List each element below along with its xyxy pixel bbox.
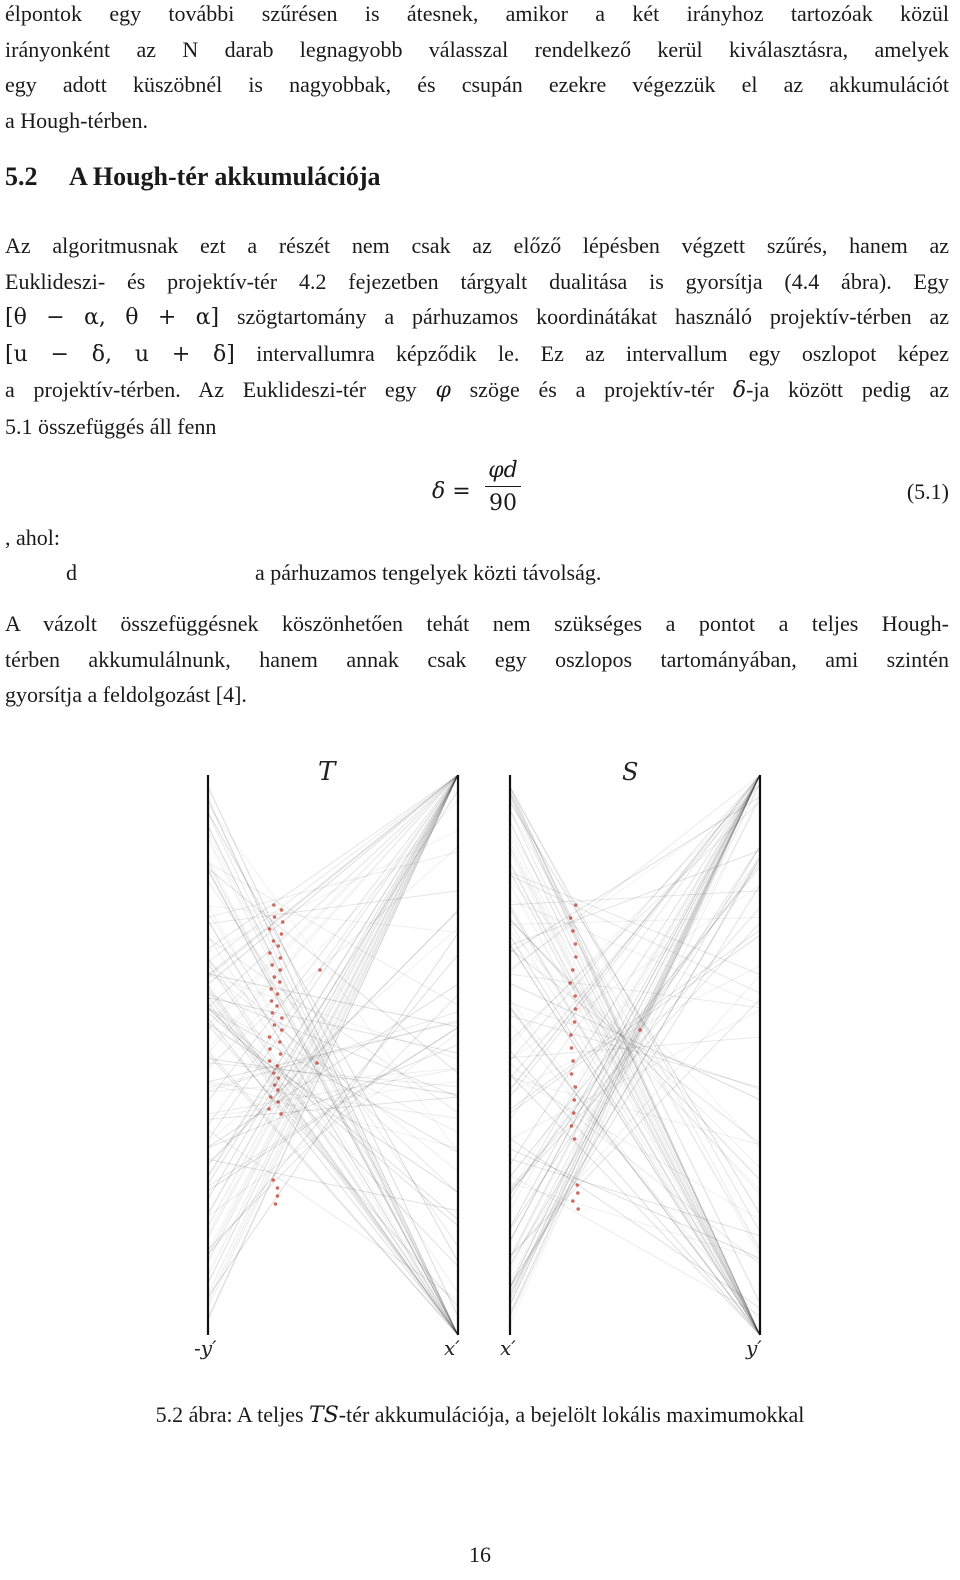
local-maximum-marker (276, 1194, 280, 1198)
local-maximum-marker (279, 1052, 283, 1056)
axis-label: y′ (746, 1336, 762, 1360)
local-maximum-marker (272, 1071, 276, 1075)
accumulation-line (510, 775, 760, 1228)
local-maximum-marker (273, 975, 277, 979)
interval-math: [u − δ, u + δ] (5, 341, 235, 367)
local-maximum-marker (638, 1028, 642, 1032)
local-maximum-marker (576, 1207, 580, 1211)
figure-title-s: S (622, 758, 639, 786)
accumulation-line (208, 775, 458, 1125)
local-maximum-marker (279, 1112, 283, 1116)
accumulation-line (510, 775, 760, 1210)
accumulation-line (208, 958, 458, 1335)
equation-number: (5.1) (906, 479, 949, 504)
phi-symbol: φ (435, 378, 451, 403)
local-maximum-marker (272, 903, 276, 907)
where-label: , ahol: (5, 525, 60, 550)
local-maximum-marker (574, 1007, 578, 1011)
accumulation-line (510, 884, 760, 1335)
local-maximum-marker (573, 1085, 577, 1089)
accumulation-lines-right (510, 775, 760, 1335)
accumulation-line (208, 1051, 458, 1335)
local-maximum-marker (271, 1178, 275, 1182)
local-maximum-marker (276, 1064, 280, 1068)
local-maximum-marker (268, 1059, 272, 1063)
local-maximum-marker (269, 987, 273, 991)
accumulation-line (510, 1016, 760, 1088)
body-line: Euklideszi- és projektív-tér 4.2 fejezetben tárgyalt dualitása is gyorsítja (4.4 ábra). Egy (5, 268, 949, 294)
accumulation-line (208, 775, 458, 1252)
body-line: térben akkumulálnunk, hanem annak csak egy oszlopos tartományában, ami szintén (5, 646, 949, 672)
ts-symbol: TS (309, 1403, 339, 1428)
local-maximum-marker (571, 1059, 575, 1063)
local-maximum-marker (569, 1033, 573, 1037)
local-maximum-marker (278, 1040, 282, 1044)
local-maximum-marker (270, 999, 274, 1003)
local-maximum-marker (573, 1137, 577, 1141)
local-maximum-marker (276, 1100, 280, 1104)
local-maximum-marker (273, 915, 277, 919)
figure-caption: 5.2 ábra: A teljes TS-tér akkumulációja, a bejelölt lokális maximumokkal (155, 1402, 805, 1428)
body-line: Az algoritmusnak ezt a részét nem csak az előző lépésben végzett szűrés, hanem az (5, 233, 949, 258)
local-maximum-marker (273, 1023, 277, 1027)
accumulation-line (208, 870, 458, 1335)
local-maximum-marker (273, 1083, 277, 1087)
local-maximum-marker (281, 920, 285, 924)
local-maximum-marker (572, 1098, 576, 1102)
accumulation-line (510, 1075, 760, 1335)
accumulation-line (208, 775, 458, 1234)
local-maximum-marker (277, 1076, 281, 1080)
axis-label: -y′ (194, 1336, 217, 1360)
intro-line: élpontok egy további szűrésen is átesnek, amikor a két irányhoz tartozóak közül (5, 1, 949, 26)
body-paragraph (5, 228, 949, 444)
accumulation-line (208, 992, 458, 1335)
local-maximum-marker (573, 1020, 577, 1024)
body-line: [θ − α, θ + α] szögtartomány a párhuzamos koordinátákat használó projektív-térben az (5, 304, 949, 330)
local-maximum-marker (276, 992, 280, 996)
local-maximum-marker (574, 903, 578, 907)
accumulation-line (208, 906, 458, 1335)
where-symbol: d (66, 560, 77, 585)
section-title: A Hough-tér akkumulációja (69, 162, 381, 191)
local-maximum-marker (276, 1088, 280, 1092)
local-maximum-marker (275, 1004, 279, 1008)
figure-svg (180, 745, 780, 1375)
hough-space-figure (180, 745, 780, 1375)
local-maximum-marker (274, 1202, 278, 1206)
local-maximum-marker (280, 908, 284, 912)
local-maximum-marker (279, 956, 283, 960)
angle-range-math: [θ − α, θ + α] (5, 305, 220, 330)
body-line: A vázolt összefüggésnek köszönhetően tehát nem szükséges a pontot a teljes Hough- (5, 611, 949, 636)
local-maximum-marker (570, 1072, 574, 1076)
accumulation-line (208, 775, 458, 1140)
where-definition: a párhuzamos tengelyek közti távolság. (255, 560, 602, 585)
local-maximum-marker (574, 955, 578, 959)
intro-line: irányonként az N darab legnagyobb válasszal rendelkező kerül kiválasztásra, amelyek (5, 36, 949, 62)
body-line: gyorsítja a feldolgozást [4]. (5, 682, 247, 707)
accumulation-line (208, 775, 458, 1294)
local-maximum-marker (576, 1191, 580, 1195)
accumulation-lines-left (208, 775, 458, 1335)
section-number: 5.2 (5, 162, 38, 191)
local-maximum-marker (277, 944, 281, 948)
axis-label: x′ (500, 1336, 516, 1360)
body-line: a projektív-térben. Az Euklideszi-tér egy φ szöge és a projektív-tér δ-ja között pedig az (5, 377, 950, 403)
equation-fraction (485, 457, 521, 516)
accumulation-line (510, 775, 760, 1119)
intro-line: a Hough-térben. (5, 107, 148, 133)
page-number: 16 (469, 1542, 491, 1567)
equation-denominator: 90 (489, 491, 517, 516)
local-maximum-marker (268, 1047, 272, 1051)
local-maximum-marker (268, 927, 272, 931)
section-heading (5, 162, 381, 192)
local-maximum-marker (315, 1061, 319, 1065)
accumulation-line (510, 795, 760, 1335)
local-maximum-marker (574, 942, 578, 946)
local-maximum-marker (272, 939, 276, 943)
local-maximum-marker (571, 1199, 575, 1203)
local-maximum-marker (278, 968, 282, 972)
accumulation-line (510, 936, 760, 1335)
intro-paragraph (5, 0, 949, 138)
local-maximum-marker (568, 981, 572, 985)
local-maximum-marker (572, 1111, 576, 1115)
accumulation-line (510, 775, 760, 1286)
local-maximum-marker (575, 1183, 579, 1187)
intro-line: egy adott küszöbnél is nagyobbak, és csupán ezekre végezzük el az akkumulációt (5, 72, 949, 97)
local-maximum-marker (278, 980, 282, 984)
delta-symbol: δ (732, 378, 747, 403)
accumulation-line (208, 862, 458, 1335)
body-line: [u − δ, u + δ] intervallumra képződik le. Ez az intervallum egy oszlopot képez (5, 340, 949, 367)
equation-5-1 (0, 455, 960, 530)
figure-title-t: T (318, 757, 336, 787)
local-maximum-marker (269, 1095, 273, 1099)
accumulation-line (208, 775, 458, 975)
local-maximum-marker (569, 916, 573, 920)
equation-numerator: φd (488, 458, 518, 483)
equation-lhs: δ = (432, 479, 471, 504)
local-maximum-marker (570, 1046, 574, 1050)
accumulation-line (208, 921, 458, 1335)
local-maximum-marker (268, 1035, 272, 1039)
axis-label: x′ (444, 1336, 460, 1360)
local-maximum-marker (270, 963, 274, 967)
accumulation-line (510, 775, 760, 1201)
local-maximum-marker (570, 1124, 574, 1128)
local-maximum-marker (268, 951, 272, 955)
local-maximum-marker (573, 994, 577, 998)
local-maximum-marker (280, 932, 284, 936)
local-maximum-marker (267, 1107, 271, 1111)
local-maximum-marker (271, 1011, 275, 1015)
local-maximum-marker (571, 929, 575, 933)
local-maximum-marker (280, 1016, 284, 1020)
body-paragraph-2 (5, 606, 949, 713)
local-maximum-marker (571, 968, 575, 972)
accumulation-line (510, 810, 760, 1335)
local-maximum-marker (280, 1028, 284, 1032)
local-maximum-marker (276, 1186, 280, 1190)
accumulation-line (510, 792, 760, 968)
fraction-bar (485, 486, 521, 487)
body-line: 5.1 összefüggés áll fenn (5, 413, 217, 439)
accumulation-line (510, 1175, 760, 1316)
accumulation-line (510, 802, 760, 1214)
accumulation-line (510, 1183, 760, 1260)
local-maximum-marker (318, 968, 322, 972)
